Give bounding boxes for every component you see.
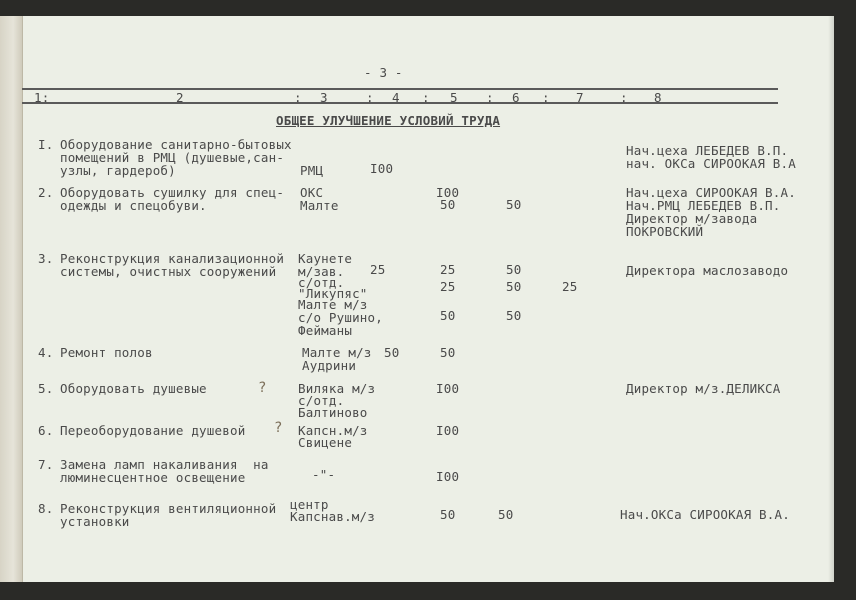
row-description: люминесцентное освещение xyxy=(60,470,246,485)
col-1: 1: xyxy=(34,90,50,105)
row-value-col5: 50 xyxy=(440,345,456,360)
col-sep: : xyxy=(422,90,430,105)
row-location: Малте м/з xyxy=(302,345,372,360)
col-2: 2 xyxy=(176,90,184,105)
row-description: Оборудовать сушилку для спец- xyxy=(60,185,285,200)
page-edge-shadow xyxy=(828,16,834,582)
row-location: Капсн.м/з xyxy=(298,423,368,438)
row-location: Виляка м/з xyxy=(298,381,376,396)
row-value-col6: 50 xyxy=(506,262,522,277)
row-description: Оборудовать душевые xyxy=(60,381,207,396)
row-location: Балтиново xyxy=(298,405,368,420)
page-number: - 3 - xyxy=(364,65,403,80)
col-6: 6 xyxy=(512,90,520,105)
row-value-col5: I00 xyxy=(436,423,460,438)
row-location: с/отд. xyxy=(298,393,345,408)
header-rule-bottom xyxy=(22,102,778,104)
row-responsible: Нач.ОКСа СИРООКАЯ В.А. xyxy=(620,507,790,522)
row-location: центр xyxy=(290,497,329,512)
row-location: с/отд. xyxy=(298,275,345,290)
col-4: 4 xyxy=(392,90,400,105)
row-location: Фейманы xyxy=(298,323,353,338)
row-responsible: нач. ОКСа СИРООКАЯ В.А xyxy=(626,156,796,171)
row-description: узлы, гардероб) xyxy=(60,163,176,178)
row-responsible: Директора маслозаводо xyxy=(626,263,789,278)
row-value-col7: 25 xyxy=(562,279,578,294)
document-page xyxy=(0,16,834,582)
row-description: Реконструкция вентиляционной xyxy=(60,501,277,516)
row-value-col5: I00 xyxy=(436,185,460,200)
row-number: 2. xyxy=(38,185,54,200)
col-sep: : xyxy=(542,90,550,105)
margin-question-mark: ? xyxy=(274,420,283,436)
row-location: РМЦ xyxy=(300,163,324,178)
row-description: Ремонт полов xyxy=(60,345,153,360)
row-value-col4: 25 xyxy=(370,262,386,277)
row-location: Свицене xyxy=(298,435,353,450)
row-number: 6. xyxy=(38,423,54,438)
row-location: с/о Рушино, xyxy=(298,310,383,325)
row-number: I. xyxy=(38,137,54,152)
row-description: одежды и спецобуви. xyxy=(60,198,207,213)
row-description: установки xyxy=(60,514,130,529)
row-description: Реконструкция канализационной xyxy=(60,251,285,266)
col-sep: : xyxy=(620,90,628,105)
row-location: Малте м/з xyxy=(298,297,368,312)
row-value-col6: 50 xyxy=(506,279,522,294)
row-number: 7. xyxy=(38,457,54,472)
row-responsible: ПОКРОВСКИЙ xyxy=(626,224,704,239)
row-location: Малте xyxy=(300,198,339,213)
row-value-col5: 50 xyxy=(440,308,456,323)
row-value-col6: 50 xyxy=(498,507,514,522)
row-number: 8. xyxy=(38,501,54,516)
row-location: м/зав. xyxy=(298,264,345,279)
row-value-col5: 50 xyxy=(440,507,456,522)
col-5: 5 xyxy=(450,90,458,105)
row-responsible: Нач.цеха ЛЕБЕДЕВ В.П. xyxy=(626,143,789,158)
row-description: Замена ламп накаливания на xyxy=(60,457,269,472)
row-location: "Ликупяс" xyxy=(298,286,368,301)
row-value-col4: 50 xyxy=(384,345,400,360)
col-sep: : xyxy=(486,90,494,105)
row-number: 5. xyxy=(38,381,54,396)
row-value-col4: I00 xyxy=(370,161,394,176)
row-location: -"- xyxy=(312,467,336,482)
row-responsible: Директор м/завода xyxy=(626,211,758,226)
col-sep: : xyxy=(294,90,302,105)
section-title: ОБЩЕЕ УЛУЧШЕНИЕ УСЛОВИЙ ТРУДА xyxy=(276,113,501,128)
row-location: Капснав.м/з xyxy=(290,509,375,524)
row-number: 4. xyxy=(38,345,54,360)
row-value-col5: I00 xyxy=(436,469,460,484)
col-8: 8 xyxy=(654,90,662,105)
row-description: Переоборудование душевой xyxy=(60,423,246,438)
col-sep: : xyxy=(366,90,374,105)
row-responsible: Директор м/з.ДЕЛИКСА xyxy=(626,381,781,396)
header-rule-top xyxy=(22,88,778,90)
page-binding-edge xyxy=(0,16,23,582)
row-description: Оборудование санитарно-бытовых xyxy=(60,137,292,152)
row-value-col5: I00 xyxy=(436,381,460,396)
row-number: 3. xyxy=(38,251,54,266)
row-responsible: Нач.РМЦ ЛЕБЕДЕВ В.П. xyxy=(626,198,781,213)
row-description: системы, очистных сооружений xyxy=(60,264,277,279)
margin-question-mark: ? xyxy=(258,380,267,396)
row-value-col5: 25 xyxy=(440,279,456,294)
row-location: Аудрини xyxy=(302,358,357,373)
col-3: 3 xyxy=(320,90,328,105)
row-value-col6: 50 xyxy=(506,308,522,323)
row-description: помещений в РМЦ (душевые,сан- xyxy=(60,150,285,165)
row-value-col5: 25 xyxy=(440,262,456,277)
row-location: Каунете xyxy=(298,251,353,266)
row-responsible: Нач.цеха СИРООКАЯ В.А. xyxy=(626,185,796,200)
row-value-col5: 50 xyxy=(440,197,456,212)
row-value-col6: 50 xyxy=(506,197,522,212)
row-location: ОКС xyxy=(300,185,324,200)
col-7: 7 xyxy=(576,90,584,105)
